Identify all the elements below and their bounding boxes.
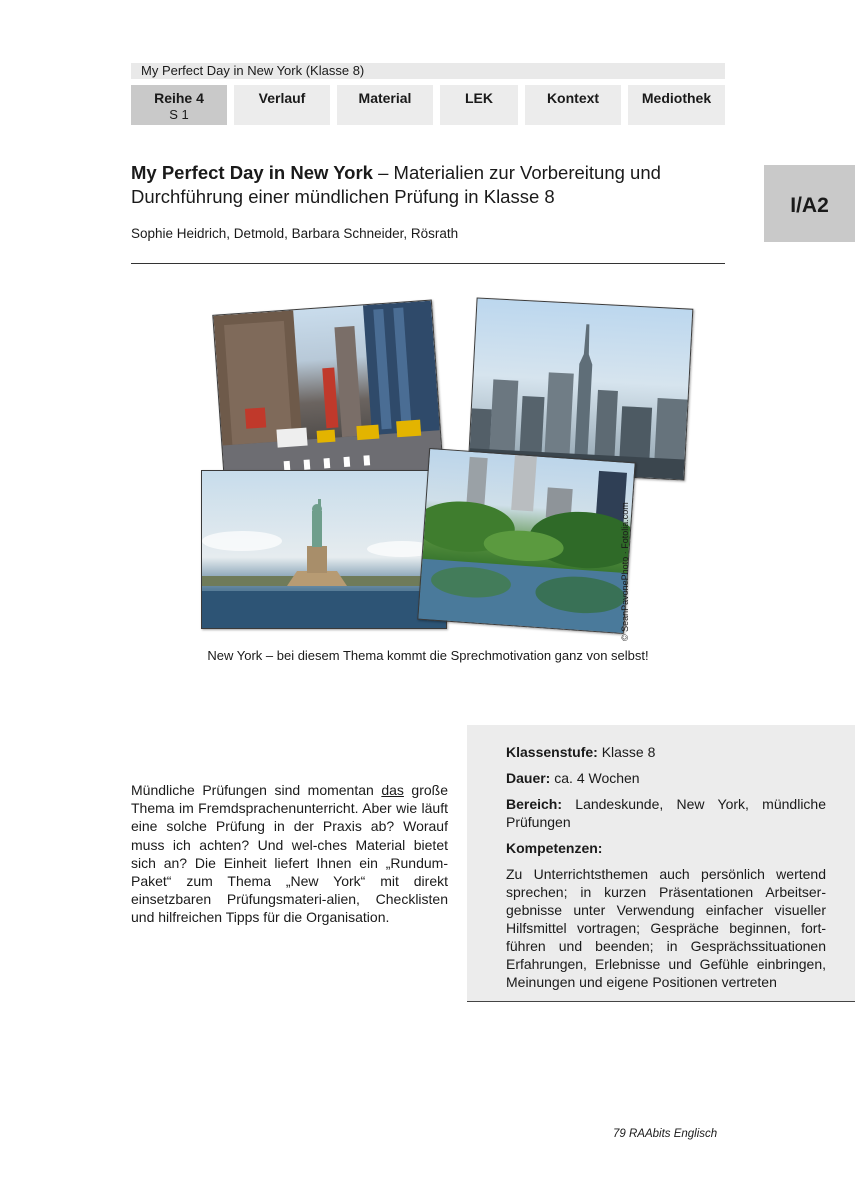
intro-text-a: Mündliche Prüfungen sind momentan — [131, 782, 382, 798]
intro-emphasis: das — [381, 782, 404, 798]
page-footer: 79 RAAbits Englisch — [613, 1128, 718, 1140]
times-square-photo — [212, 300, 443, 487]
info-dauer — [506, 769, 826, 787]
page-title — [131, 161, 731, 209]
tab-reihe-4[interactable] — [131, 85, 227, 125]
info-box — [467, 725, 855, 1002]
tab-kontext-label: Kontext — [546, 90, 600, 106]
dauer-label: Dauer: — [506, 770, 551, 786]
intro-paragraph — [131, 781, 448, 927]
tab-reihe-4-label: Reihe 4 — [154, 90, 204, 106]
statue-of-liberty-photo — [201, 470, 447, 629]
title-bold: My Perfect Day in New York — [131, 162, 373, 183]
authors-line: Sophie Heidrich, Detmold, Barbara Schneider, Rösrath — [131, 226, 459, 241]
tab-reihe-4-sub: S 1 — [169, 107, 189, 122]
tab-material-label: Material — [358, 90, 412, 106]
kompetenzen-value: Zu Unterrichtsthemen auch persönlich wertend sprechen; in kurzen Präsentationen Arbeitser-gebnisse unter Verwendung einfacher visueller Hilfsmittel vortragen; Gespräche beginnen, fort-führen und beenden; in Gesprächssituationen Erfahrungen, Erlebnisse und Gefühle einbringen, Meinungen und eigene Positionen vertreten — [506, 866, 826, 990]
central-park-photo — [417, 448, 635, 634]
info-bereich — [506, 795, 826, 831]
tab-material[interactable] — [337, 85, 433, 125]
klassenstufe-label: Klassenstufe: — [506, 744, 598, 760]
tab-mediothek-label: Mediothek — [641, 90, 712, 106]
image-caption: New York – bei diesem Thema kommt die Sprechmotivation ganz von selbst! — [207, 648, 649, 663]
tab-verlauf-label: Verlauf — [258, 90, 306, 106]
tab-kontext[interactable] — [525, 85, 621, 125]
section-code-tab: I/A2 — [764, 165, 855, 242]
klassenstufe-value: Klasse 8 — [597, 744, 656, 760]
tab-verlauf[interactable] — [234, 85, 330, 125]
info-klassenstufe — [506, 743, 826, 761]
photo-credit: © SeanPavonePhoto · Fotolia.com — [620, 502, 630, 641]
running-title: My Perfect Day in New York (Klasse 8) — [131, 63, 725, 79]
title-divider — [131, 263, 725, 264]
bereich-label: Bereich: — [506, 796, 563, 812]
tab-mediothek[interactable] — [628, 85, 725, 125]
intro-text-b: große Thema im Fremdsprachenunterricht. Aber wie läuft eine solche Prüfung in der Praxis ab? Worauf muss ich achten? Und wel-ches Material bietet sich an? Die Einheit liefert Ihnen ein „Rundum-Paket“ zum Thema „New York“ mit direkt einsetzbaren Prüfungsmateri-alien, Checklisten und hilfreichen Tipps für die Organisation. — [131, 782, 448, 926]
tab-lek[interactable] — [440, 85, 518, 125]
kompetenzen-label: Kompetenzen: — [506, 840, 603, 856]
dauer-value: ca. 4 Wochen — [550, 770, 640, 786]
bereich-value: Landeskunde, New York, mündliche Prüfungen — [506, 796, 826, 830]
tab-lek-label: LEK — [465, 90, 493, 106]
title-subtitle: – Materialien zur Vorbereitung und Durchführung einer mündlichen Prüfung in Klasse 8 — [131, 162, 661, 207]
